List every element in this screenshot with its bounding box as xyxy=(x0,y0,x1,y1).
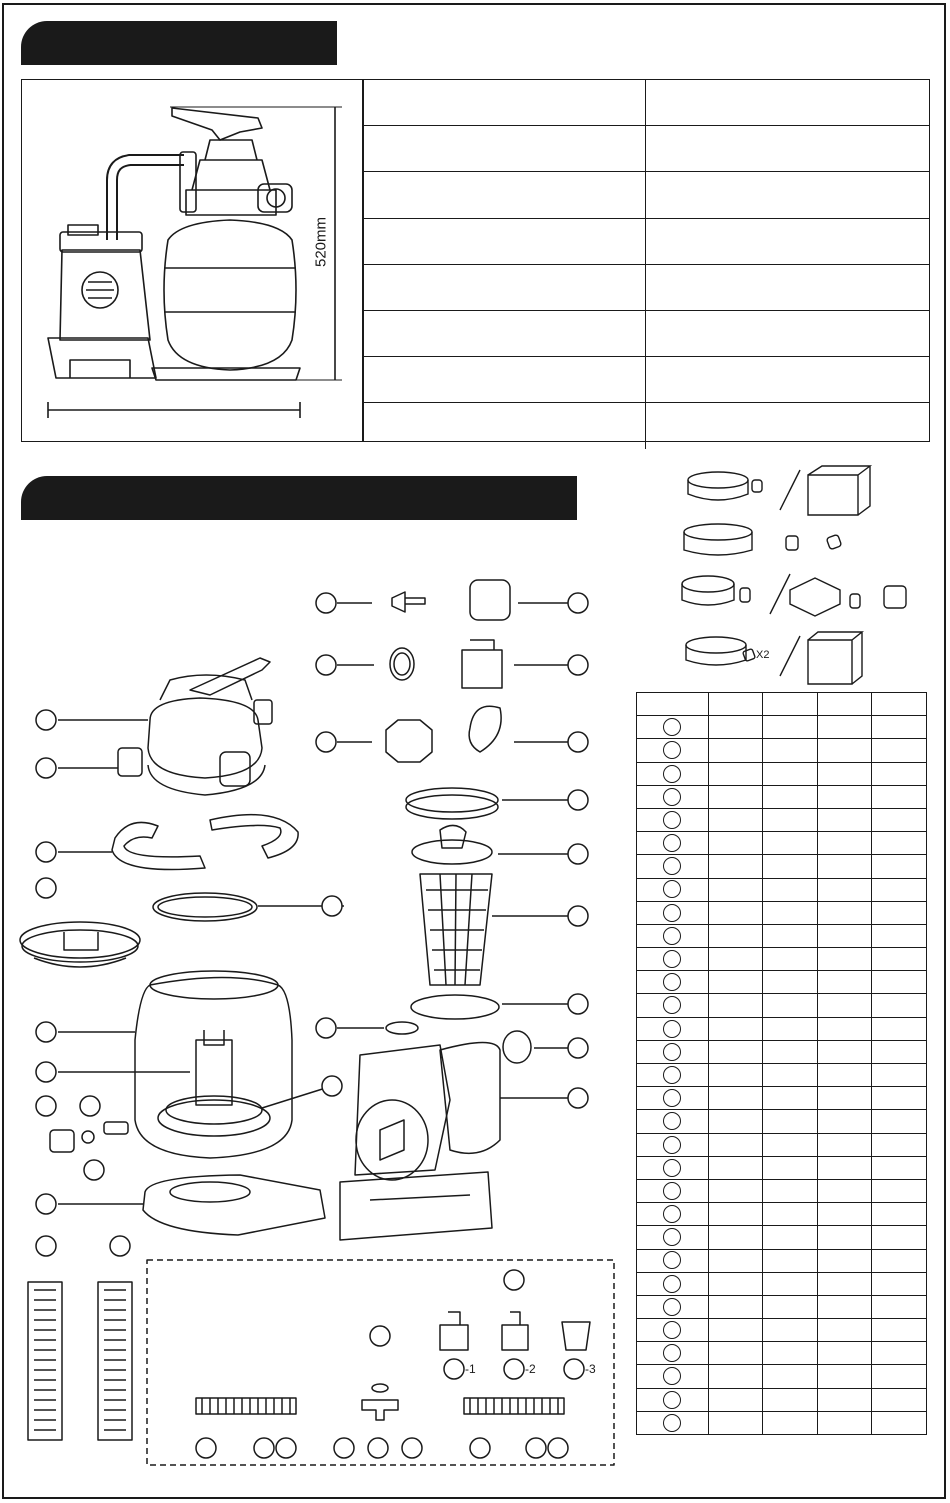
parts-cell xyxy=(872,1295,927,1318)
parts-row xyxy=(637,1110,927,1133)
part-number-circle xyxy=(663,1391,681,1409)
parts-cell xyxy=(872,716,927,739)
parts-cell xyxy=(708,1110,763,1133)
parts-row xyxy=(637,878,927,901)
spec-label xyxy=(362,403,646,449)
parts-cell xyxy=(817,808,872,831)
spec-row xyxy=(362,80,929,126)
parts-row xyxy=(637,1179,927,1202)
parts-row xyxy=(637,716,927,739)
part-number-cell xyxy=(637,739,709,762)
parts-cell xyxy=(763,1226,818,1249)
parts-cell xyxy=(872,1179,927,1202)
parts-cell xyxy=(763,878,818,901)
parts-cell xyxy=(708,1342,763,1365)
part-number-circle xyxy=(663,718,681,736)
parts-cell xyxy=(872,1249,927,1272)
spec-row xyxy=(362,126,929,172)
spec-label xyxy=(362,80,646,126)
parts-cell xyxy=(763,1295,818,1318)
part-number-cell xyxy=(637,1249,709,1272)
part-number-cell xyxy=(637,1295,709,1318)
spec-label xyxy=(362,264,646,310)
part-number-circle xyxy=(663,950,681,968)
part-number-cell xyxy=(637,1319,709,1342)
part-number-cell xyxy=(637,808,709,831)
spec-row xyxy=(362,218,929,264)
spec-label xyxy=(362,126,646,172)
parts-row xyxy=(637,1087,927,1110)
parts-cell xyxy=(817,1319,872,1342)
parts-cell xyxy=(708,971,763,994)
parts-cell xyxy=(817,1156,872,1179)
spec-label xyxy=(362,172,646,218)
parts-cell xyxy=(817,739,872,762)
part-number-circle xyxy=(663,996,681,1014)
parts-row xyxy=(637,1365,927,1388)
parts-cell xyxy=(872,739,927,762)
part-number-circle xyxy=(663,927,681,945)
parts-cell xyxy=(708,855,763,878)
parts-cell xyxy=(817,948,872,971)
part-number-circle xyxy=(663,1321,681,1339)
parts-cell xyxy=(763,971,818,994)
parts-row xyxy=(637,1203,927,1226)
parts-cell xyxy=(872,1156,927,1179)
parts-cell xyxy=(872,1040,927,1063)
parts-cell xyxy=(872,901,927,924)
parts-row xyxy=(637,1133,927,1156)
parts-cell xyxy=(872,808,927,831)
parts-cell xyxy=(872,1087,927,1110)
parts-cell xyxy=(872,785,927,808)
spec-label xyxy=(362,310,646,356)
parts-cell xyxy=(763,855,818,878)
spec-row xyxy=(362,264,929,310)
part-number-circle xyxy=(663,1367,681,1385)
parts-cell xyxy=(817,1203,872,1226)
parts-cell xyxy=(708,1179,763,1202)
parts-cell xyxy=(763,808,818,831)
parts-cell xyxy=(763,1133,818,1156)
parts-cell xyxy=(708,1295,763,1318)
parts-cell xyxy=(817,1087,872,1110)
parts-cell xyxy=(763,1156,818,1179)
parts-cell xyxy=(708,1040,763,1063)
parts-cell xyxy=(708,1017,763,1040)
parts-cell xyxy=(872,1226,927,1249)
parts-row xyxy=(637,855,927,878)
part-number-circle xyxy=(663,741,681,759)
spec-value xyxy=(646,310,930,356)
parts-cell xyxy=(872,855,927,878)
part-number-circle xyxy=(663,1414,681,1432)
qty-label: X2 xyxy=(756,649,770,661)
callout-sub-1: -1 xyxy=(465,1362,476,1376)
parts-cell xyxy=(872,1319,927,1342)
parts-cell xyxy=(708,1319,763,1342)
part-number-cell xyxy=(637,994,709,1017)
parts-row xyxy=(637,1342,927,1365)
parts-row xyxy=(637,1411,927,1434)
parts-row xyxy=(637,1040,927,1063)
part-number-cell xyxy=(637,716,709,739)
parts-list-header xyxy=(637,693,927,716)
parts-cell xyxy=(708,1133,763,1156)
parts-row xyxy=(637,948,927,971)
spec-value xyxy=(646,126,930,172)
part-number-circle xyxy=(663,1112,681,1130)
parts-cell xyxy=(872,878,927,901)
parts-cell xyxy=(817,716,872,739)
parts-cell xyxy=(708,716,763,739)
part-number-cell xyxy=(637,901,709,924)
parts-cell xyxy=(708,1272,763,1295)
parts-cell xyxy=(763,1249,818,1272)
parts-row xyxy=(637,994,927,1017)
parts-row xyxy=(637,1388,927,1411)
parts-cell xyxy=(763,948,818,971)
spec-label xyxy=(362,357,646,403)
parts-cell xyxy=(817,1179,872,1202)
parts-cell xyxy=(817,1017,872,1040)
parts-cell xyxy=(817,994,872,1017)
part-number-cell xyxy=(637,1272,709,1295)
part-number-cell xyxy=(637,1040,709,1063)
part-number-circle xyxy=(663,1159,681,1177)
parts-cell xyxy=(708,1226,763,1249)
parts-cell xyxy=(708,1411,763,1434)
part-number-cell xyxy=(637,924,709,947)
parts-cell xyxy=(817,1110,872,1133)
parts-cell xyxy=(708,762,763,785)
parts-cell xyxy=(872,832,927,855)
spec-value xyxy=(646,357,930,403)
header-cell xyxy=(817,693,872,716)
part-number-circle xyxy=(663,1205,681,1223)
parts-cell xyxy=(763,1087,818,1110)
part-number-cell xyxy=(637,1156,709,1179)
part-number-circle xyxy=(663,1043,681,1061)
part-number-circle xyxy=(663,788,681,806)
parts-cell xyxy=(872,762,927,785)
header-cell xyxy=(872,693,927,716)
parts-cell xyxy=(763,716,818,739)
parts-row xyxy=(637,901,927,924)
spec-value xyxy=(646,218,930,264)
parts-row xyxy=(637,1017,927,1040)
part-number-cell xyxy=(637,1388,709,1411)
parts-cell xyxy=(817,1365,872,1388)
callout-sub-3: -3 xyxy=(585,1362,596,1376)
spec-value xyxy=(646,264,930,310)
parts-cell xyxy=(763,1411,818,1434)
parts-cell xyxy=(708,1203,763,1226)
parts-cell xyxy=(708,739,763,762)
parts-cell xyxy=(763,1388,818,1411)
part-number-cell xyxy=(637,832,709,855)
spec-value xyxy=(646,172,930,218)
parts-cell xyxy=(708,1156,763,1179)
parts-cell xyxy=(872,1388,927,1411)
parts-row xyxy=(637,785,927,808)
part-number-cell xyxy=(637,762,709,785)
parts-cell xyxy=(708,808,763,831)
parts-cell xyxy=(817,1342,872,1365)
parts-cell xyxy=(763,1342,818,1365)
parts-cell xyxy=(763,1017,818,1040)
parts-cell xyxy=(872,1411,927,1434)
parts-row xyxy=(637,1295,927,1318)
part-number-circle xyxy=(663,765,681,783)
spec-row xyxy=(362,172,929,218)
parts-cell xyxy=(763,994,818,1017)
parts-cell xyxy=(763,762,818,785)
part-number-cell xyxy=(637,1342,709,1365)
parts-cell xyxy=(708,832,763,855)
header-cell xyxy=(637,693,709,716)
part-number-cell xyxy=(637,878,709,901)
spec-value xyxy=(646,403,930,449)
parts-cell xyxy=(817,971,872,994)
parts-cell xyxy=(872,971,927,994)
parts-row xyxy=(637,1272,927,1295)
parts-cell xyxy=(817,1040,872,1063)
parts-cell xyxy=(817,1249,872,1272)
part-number-cell xyxy=(637,1226,709,1249)
parts-row xyxy=(637,739,927,762)
parts-cell xyxy=(872,1342,927,1365)
parts-row xyxy=(637,1064,927,1087)
parts-cell xyxy=(708,1365,763,1388)
parts-row xyxy=(637,762,927,785)
parts-cell xyxy=(763,1179,818,1202)
parts-row xyxy=(637,1226,927,1249)
part-number-cell xyxy=(637,1087,709,1110)
part-number-cell xyxy=(637,1110,709,1133)
parts-cell xyxy=(763,832,818,855)
parts-cell xyxy=(763,739,818,762)
parts-cell xyxy=(708,1249,763,1272)
parts-row xyxy=(637,1319,927,1342)
part-number-cell xyxy=(637,855,709,878)
part-number-cell xyxy=(637,971,709,994)
parts-cell xyxy=(872,1365,927,1388)
spec-table xyxy=(362,80,929,449)
parts-cell xyxy=(763,785,818,808)
header-cell xyxy=(763,693,818,716)
part-number-cell xyxy=(637,1411,709,1434)
parts-cell xyxy=(872,1017,927,1040)
part-number-cell xyxy=(637,1017,709,1040)
parts-cell xyxy=(763,1203,818,1226)
parts-row xyxy=(637,808,927,831)
parts-row xyxy=(637,1249,927,1272)
part-number-circle xyxy=(663,1275,681,1293)
parts-cell xyxy=(708,1064,763,1087)
parts-cell xyxy=(817,1064,872,1087)
height-dimension-label: 520mm xyxy=(312,216,330,268)
parts-cell xyxy=(817,1295,872,1318)
spec-row xyxy=(362,357,929,403)
parts-cell xyxy=(708,924,763,947)
parts-cell xyxy=(708,901,763,924)
parts-cell xyxy=(817,1226,872,1249)
parts-cell xyxy=(872,1272,927,1295)
part-number-cell xyxy=(637,1365,709,1388)
parts-cell xyxy=(817,762,872,785)
part-number-cell xyxy=(637,1064,709,1087)
callout-sub-2: -2 xyxy=(525,1362,536,1376)
part-number-cell xyxy=(637,785,709,808)
part-number-circle xyxy=(663,1136,681,1154)
parts-cell xyxy=(708,1087,763,1110)
spec-row xyxy=(362,403,929,449)
part-number-circle xyxy=(663,1344,681,1362)
part-number-circle xyxy=(663,857,681,875)
parts-cell xyxy=(763,901,818,924)
part-number-cell xyxy=(637,948,709,971)
parts-cell xyxy=(763,1110,818,1133)
part-number-circle xyxy=(663,904,681,922)
part-number-cell xyxy=(637,1179,709,1202)
parts-cell xyxy=(817,832,872,855)
parts-cell xyxy=(872,1064,927,1087)
parts-cell xyxy=(763,1272,818,1295)
part-number-circle xyxy=(663,834,681,852)
parts-cell xyxy=(817,785,872,808)
part-number-circle xyxy=(663,1251,681,1269)
specifications-banner xyxy=(21,21,337,65)
part-number-circle xyxy=(663,973,681,991)
part-number-circle xyxy=(663,1228,681,1246)
part-number-cell xyxy=(637,1133,709,1156)
parts-cell xyxy=(872,948,927,971)
part-number-circle xyxy=(663,1298,681,1316)
parts-cell xyxy=(708,785,763,808)
part-number-circle xyxy=(663,1066,681,1084)
parts-cell xyxy=(817,1133,872,1156)
parts-reference-banner xyxy=(21,476,577,520)
parts-list-table xyxy=(636,692,927,1435)
part-number-circle xyxy=(663,1182,681,1200)
parts-cell xyxy=(817,878,872,901)
parts-cell xyxy=(817,924,872,947)
parts-cell xyxy=(763,1365,818,1388)
parts-cell xyxy=(763,1064,818,1087)
parts-cell xyxy=(817,901,872,924)
parts-cell xyxy=(817,855,872,878)
parts-cell xyxy=(872,1203,927,1226)
part-number-circle xyxy=(663,1020,681,1038)
parts-row xyxy=(637,924,927,947)
parts-cell xyxy=(708,948,763,971)
spec-label xyxy=(362,218,646,264)
parts-cell xyxy=(872,1110,927,1133)
parts-cell xyxy=(763,1319,818,1342)
parts-cell xyxy=(817,1388,872,1411)
parts-cell xyxy=(872,1133,927,1156)
parts-row xyxy=(637,971,927,994)
parts-row xyxy=(637,832,927,855)
parts-cell xyxy=(708,994,763,1017)
parts-cell xyxy=(763,1040,818,1063)
parts-cell xyxy=(708,878,763,901)
parts-cell xyxy=(763,924,818,947)
parts-row xyxy=(637,1156,927,1179)
spec-row xyxy=(362,310,929,356)
part-number-circle xyxy=(663,1089,681,1107)
parts-cell xyxy=(872,924,927,947)
spec-value xyxy=(646,80,930,126)
part-number-circle xyxy=(663,880,681,898)
part-number-cell xyxy=(637,1203,709,1226)
parts-cell xyxy=(817,1272,872,1295)
parts-cell xyxy=(708,1388,763,1411)
parts-cell xyxy=(872,994,927,1017)
header-cell xyxy=(708,693,763,716)
parts-cell xyxy=(817,1411,872,1434)
part-number-circle xyxy=(663,811,681,829)
